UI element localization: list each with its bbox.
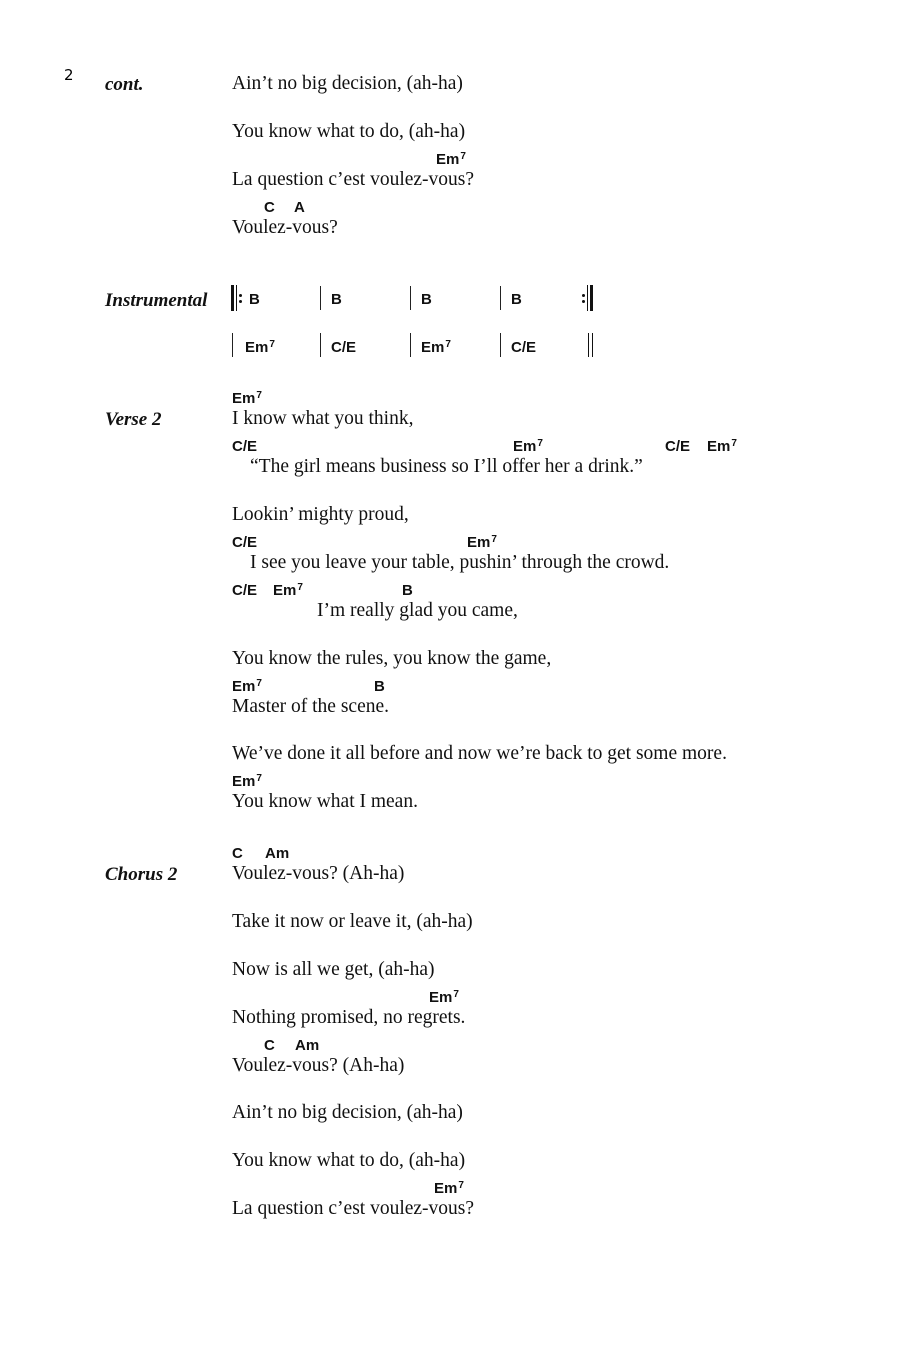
chord: B [331,291,342,308]
lyric-line: I see you leave your table, pushin’ through the crowd. [250,552,670,573]
chord: Em$^7$ [273,582,303,599]
chord: Em$^7$ [436,151,466,168]
lyric-line: Take it now or leave it, (ah-ha) [232,911,473,932]
chord: C/E [232,438,258,455]
repeat-end-barline [582,285,594,311]
section-label-instrumental: Instrumental [105,290,208,311]
chord: C/E [232,582,258,599]
chord: Em$^7$ [232,390,262,407]
chord: C [232,845,243,862]
chord: C [264,199,275,216]
lyric-line: Voulez-vous? (Ah-ha) [232,1055,405,1076]
lyric-line: La question c’est voulez-vous? [232,1198,475,1219]
lyric-line: You know what to do, (ah-ha) [232,1150,466,1171]
lyric-line: I know what you think, [232,408,414,429]
chord: Em$^7$ [434,1180,464,1197]
barline [500,333,501,357]
barline [500,286,501,310]
chord: C/E [331,339,357,356]
section-label-verse-2: Verse 2 [105,409,162,430]
lyric-line: “The girl means business so I’ll offer her a drink.” [250,456,643,477]
lyric-line: Nothing promised, no regrets. [232,1007,466,1028]
chord: C [264,1037,275,1054]
page-number: 2 [64,66,74,84]
chord: A [294,199,305,216]
chord: C/E [665,438,691,455]
barline [320,333,321,357]
barline [320,286,321,310]
lyric-line: Ain’t no big decision, (ah-ha) [232,1102,463,1123]
chord: Em$^7$ [707,438,737,455]
lyric-line: You know what I mean. [232,791,418,812]
section-label-cont: cont. [105,74,144,95]
chord: Em$^7$ [245,339,275,356]
lyric-line: You know what to do, (ah-ha) [232,121,466,142]
lyric-line: I’m really glad you came, [317,600,518,621]
lyric-line: You know the rules, you know the game, [232,648,552,669]
chord: B [249,291,260,308]
section-label-chorus-2: Chorus 2 [105,864,178,885]
lyric-line: Lookin’ mighty proud, [232,504,409,525]
lyric-line: We’ve done it all before and now we’re back to get some more. [232,743,727,764]
lyric-line: Voulez-vous? [232,217,338,238]
chord: B [402,582,413,599]
barline [410,333,411,357]
repeat-start-barline [231,285,243,311]
barline [410,286,411,310]
chord: Em$^7$ [429,989,459,1006]
chord: C/E [511,339,537,356]
chord: Em$^7$ [232,773,262,790]
chord: Em$^7$ [467,534,497,551]
chord: B [511,291,522,308]
lyric-line: Ain’t no big decision, (ah-ha) [232,73,463,94]
lyric-line: Voulez-vous? (Ah-ha) [232,863,405,884]
chord: B [374,678,385,695]
lyric-line: Now is all we get, (ah-ha) [232,959,435,980]
final-double-barline [588,333,594,359]
chord: Em$^7$ [421,339,451,356]
chord: Em$^7$ [232,678,262,695]
chord: Am [265,845,290,862]
chord: Am [295,1037,320,1054]
barline [232,333,233,357]
chord: C/E [232,534,258,551]
chord: Em$^7$ [513,438,543,455]
lyric-line: Master of the scene. [232,696,390,717]
lyric-line: La question c’est voulez-vous? [232,169,475,190]
chord: B [421,291,432,308]
